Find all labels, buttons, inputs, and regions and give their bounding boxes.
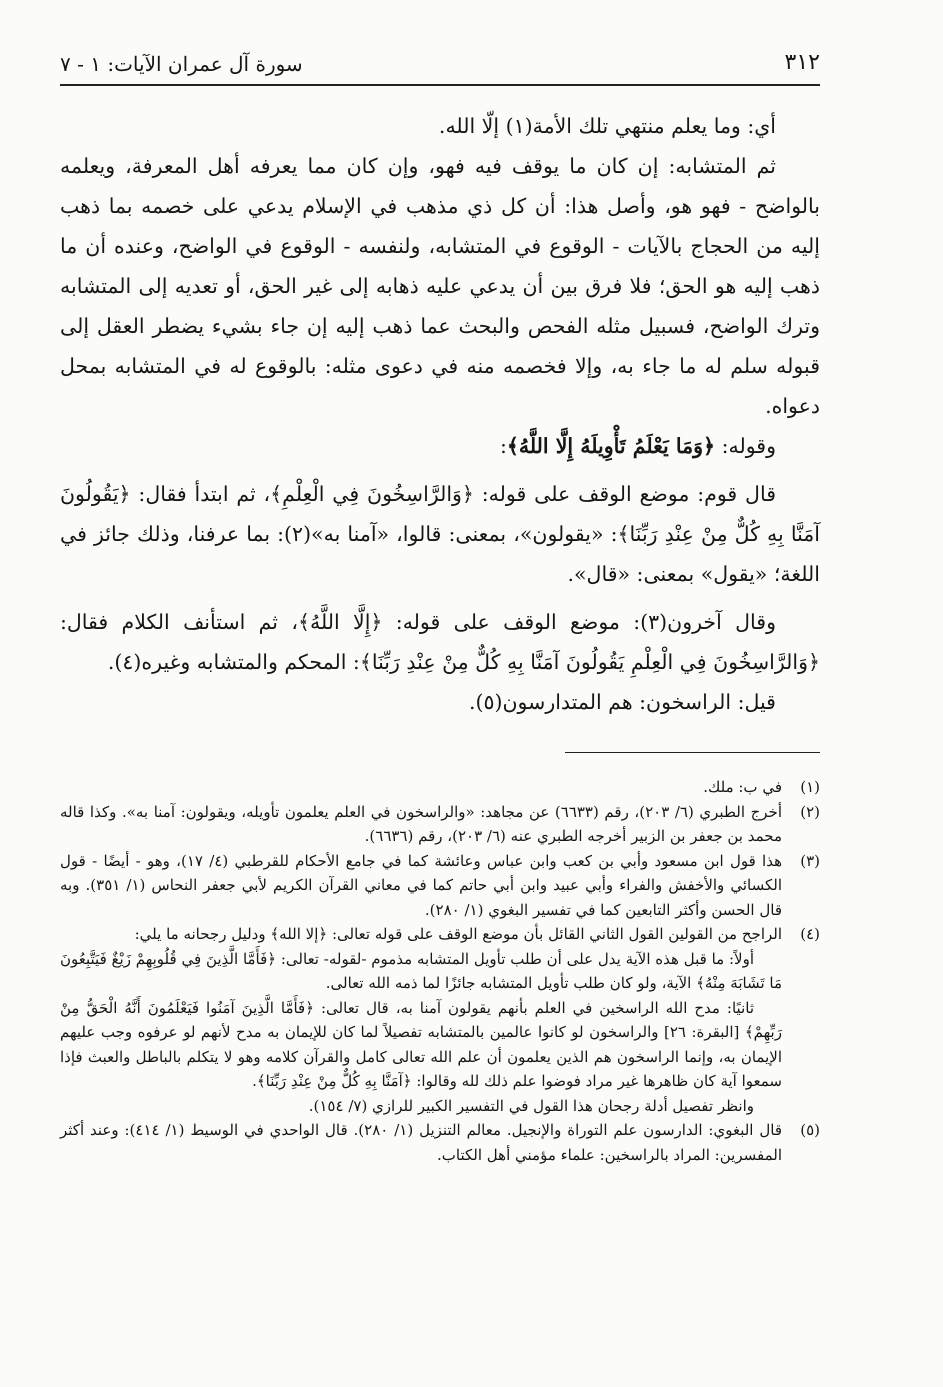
footnote-4 [60, 922, 820, 1118]
paragraph-3-intro: وقوله: [715, 434, 776, 458]
footnotes [60, 775, 820, 1167]
paragraph-2: ثم المتشابه: إن كان ما يوقف فيه فهو، وإن كان مما يعرفه أهل المعرفة، ويعلمه بالواضح - فهو هو، وأصل هذا: أن كل ذي مذهب في الإسلام يدعي على خصمه بما ذهب إليه من الحجاج بالآيات - الوقوع في المتشابه، ولنفسه - الوقوع في الواضح، وعنده أن ما ذهب إليه هو الحق؛ فلا فرق بين أن يدعي عليه ذهابه إلى غير الحق، أو تعديه إلى المتشابه وترك الواضح، فسبيل مثله الفحص والبحث عما ذهب إليه إن جاء بشيء يضطر العقل إلى قبوله سلم له ما جاء به، وإلا فخصمه منه في دعوى مثله: بالوقوع له في المتشابه بمحل دعواه. [60, 154, 820, 418]
footnote-1 [60, 775, 820, 800]
page-number: ٣١٢ [784, 50, 820, 75]
footnote-4-point-3: وانظر تفصيل أدلة رجحان هذا القول في التفسير الكبير للرازي (٧/ ١٥٤). [308, 1096, 754, 1115]
footnote-number: (٣) [800, 851, 820, 870]
paragraph-1: أي: وما يعلم منتهي تلك الأمة(١) إلّا الله. [438, 114, 776, 138]
footnote-3 [60, 849, 820, 923]
footnote-body [60, 922, 782, 1118]
footnote-text: الراجح من القولين القول الثاني القائل بأن موضع الوقف على قوله تعالى: ﴿إلا الله﴾ ودليل رجحانه ما يلي: [134, 925, 782, 943]
paragraph-3-end: : [499, 434, 507, 458]
footnote-2 [60, 800, 820, 849]
footnote-separator [565, 752, 820, 753]
footnote-number: (٥) [800, 1121, 820, 1139]
page-header [60, 42, 820, 86]
paragraph-3 [60, 426, 820, 466]
main-text [60, 106, 820, 722]
footnote-text: قال البغوي: الدارسون علم التوراة والإنجيل. معالم التنزيل (١/ ٢٨٠). قال الواحدي في الوسيط (١/ ٤١٤): وعند أكثر المفسرين: المراد بالراسخين: علماء مؤمني أهل الكتاب. [60, 1121, 782, 1164]
book-page [60, 42, 820, 1362]
footnote-4-point-2: ثانيًا: مدح الله الراسخين في العلم بأنهم يقولون آمنا به، قال تعالى: ﴿فَأَمَّا الَّذِينَ آمَنُوا فَيَعْلَمُونَ أَنَّهُ الْحَقُّ مِنْ رَبِّهِمْ﴾ [البقرة: ٢٦] والراسخون لو كانوا عالمين بالمتشابه تفصيلاً لما كان للإيمان به مدح لأنهم لو عرفوه وجب عليهم الإيمان به، وإنما الراسخون هم الذين يعلمون أن علم الله تعالى كامل والقرآن كلامه وهو لا يتكلم بالباطل والعبث فإذا سمعوا آية كان ظاهرها غير مراد فوضوا علم ذلك لله وقالوا: ﴿آمَنَّا بِهِ كُلٌّ مِنْ عِنْدِ رَبِّنَا﴾. [60, 998, 782, 1090]
footnote-number: (٢) [800, 802, 820, 821]
footnote-4-point-1: أولاً: ما قبل هذه الآية يدل على أن طلب تأويل المتشابه مذموم -لقوله- تعالى: ﴿فَأَمَّا الَّذِينَ فِي قُلُوبِهِمْ زَيْغٌ فَيَتَّبِعُونَ مَا تَشَابَهَ مِنْهُ﴾ الآية، ولو كان طلب تأويل المتشابه جائزًا لما ذمه الله تعالى. [60, 949, 782, 992]
quran-verse: ﴿وَمَا يَعْلَمُ تَأْوِيلَهُ إِلَّا اللَّهُ﴾ [506, 434, 716, 458]
footnote-number: (٤) [800, 925, 820, 943]
footnote-number: (١) [800, 778, 820, 796]
footnote-text: أخرج الطبري (٦/ ٢٠٣)، رقم (٦٦٣٣) عن مجاهد: «والراسخون في العلم يعلمون تأويله، ويقولون: آمنا به». وكذا قاله محمد بن جعفر بن الزبير أخرجه الطبري عنه (٦/ ٢٠٣)، رقم (٦٦٣٦). [60, 802, 782, 845]
surah-title: سورة آل عمران الآيات: ١ - ٧ [60, 52, 303, 76]
footnote-text: هذا قول ابن مسعود وأبي بن كعب وابن عباس وعائشة كما في جامع الأحكام للقرطبي (٤/ ١٧)، وهو - أيضًا - قول الكسائي والأخفش والفراء وأبي عبيد وابن أبي حاتم كما في معاني القرآن الكريم لأبي جعفر النحاس (١/ ٣٥١). وبه قال الحسن وأكثر التابعين كما في تفسير البغوي (١/ ٢٨٠). [60, 851, 783, 919]
paragraph-6: قيل: الراسخون: هم المتدارسون(٥). [468, 690, 776, 714]
paragraph-5: وقال آخرون(٣): موضع الوقف على قوله: ﴿إِلَّا اللَّهُ﴾، ثم استأنف الكلام فقال: ﴿وَالرَّاسِخُونَ فِي الْعِلْمِ يَقُولُونَ آمَنَّا بِهِ كُلٌّ مِنْ عِنْدِ رَبِّنَا﴾: المحكم والمتشابه وغيره(٤). [60, 610, 820, 674]
footnote-text: في ب: ملك. [703, 778, 782, 796]
footnote-5 [60, 1118, 820, 1167]
paragraph-4: قال قوم: موضع الوقف على قوله: ﴿وَالرَّاسِخُونَ فِي الْعِلْمِ﴾، ثم ابتدأ فقال: ﴿يَقُولُونَ آمَنَّا بِهِ كُلٌّ مِنْ عِنْدِ رَبِّنَا﴾: «يقولون»، بمعنى: قالوا، «آمنا به»(٢): بما عرفنا، وذلك جائز في اللغة؛ «يقول» بمعنى: «قال». [60, 482, 820, 586]
